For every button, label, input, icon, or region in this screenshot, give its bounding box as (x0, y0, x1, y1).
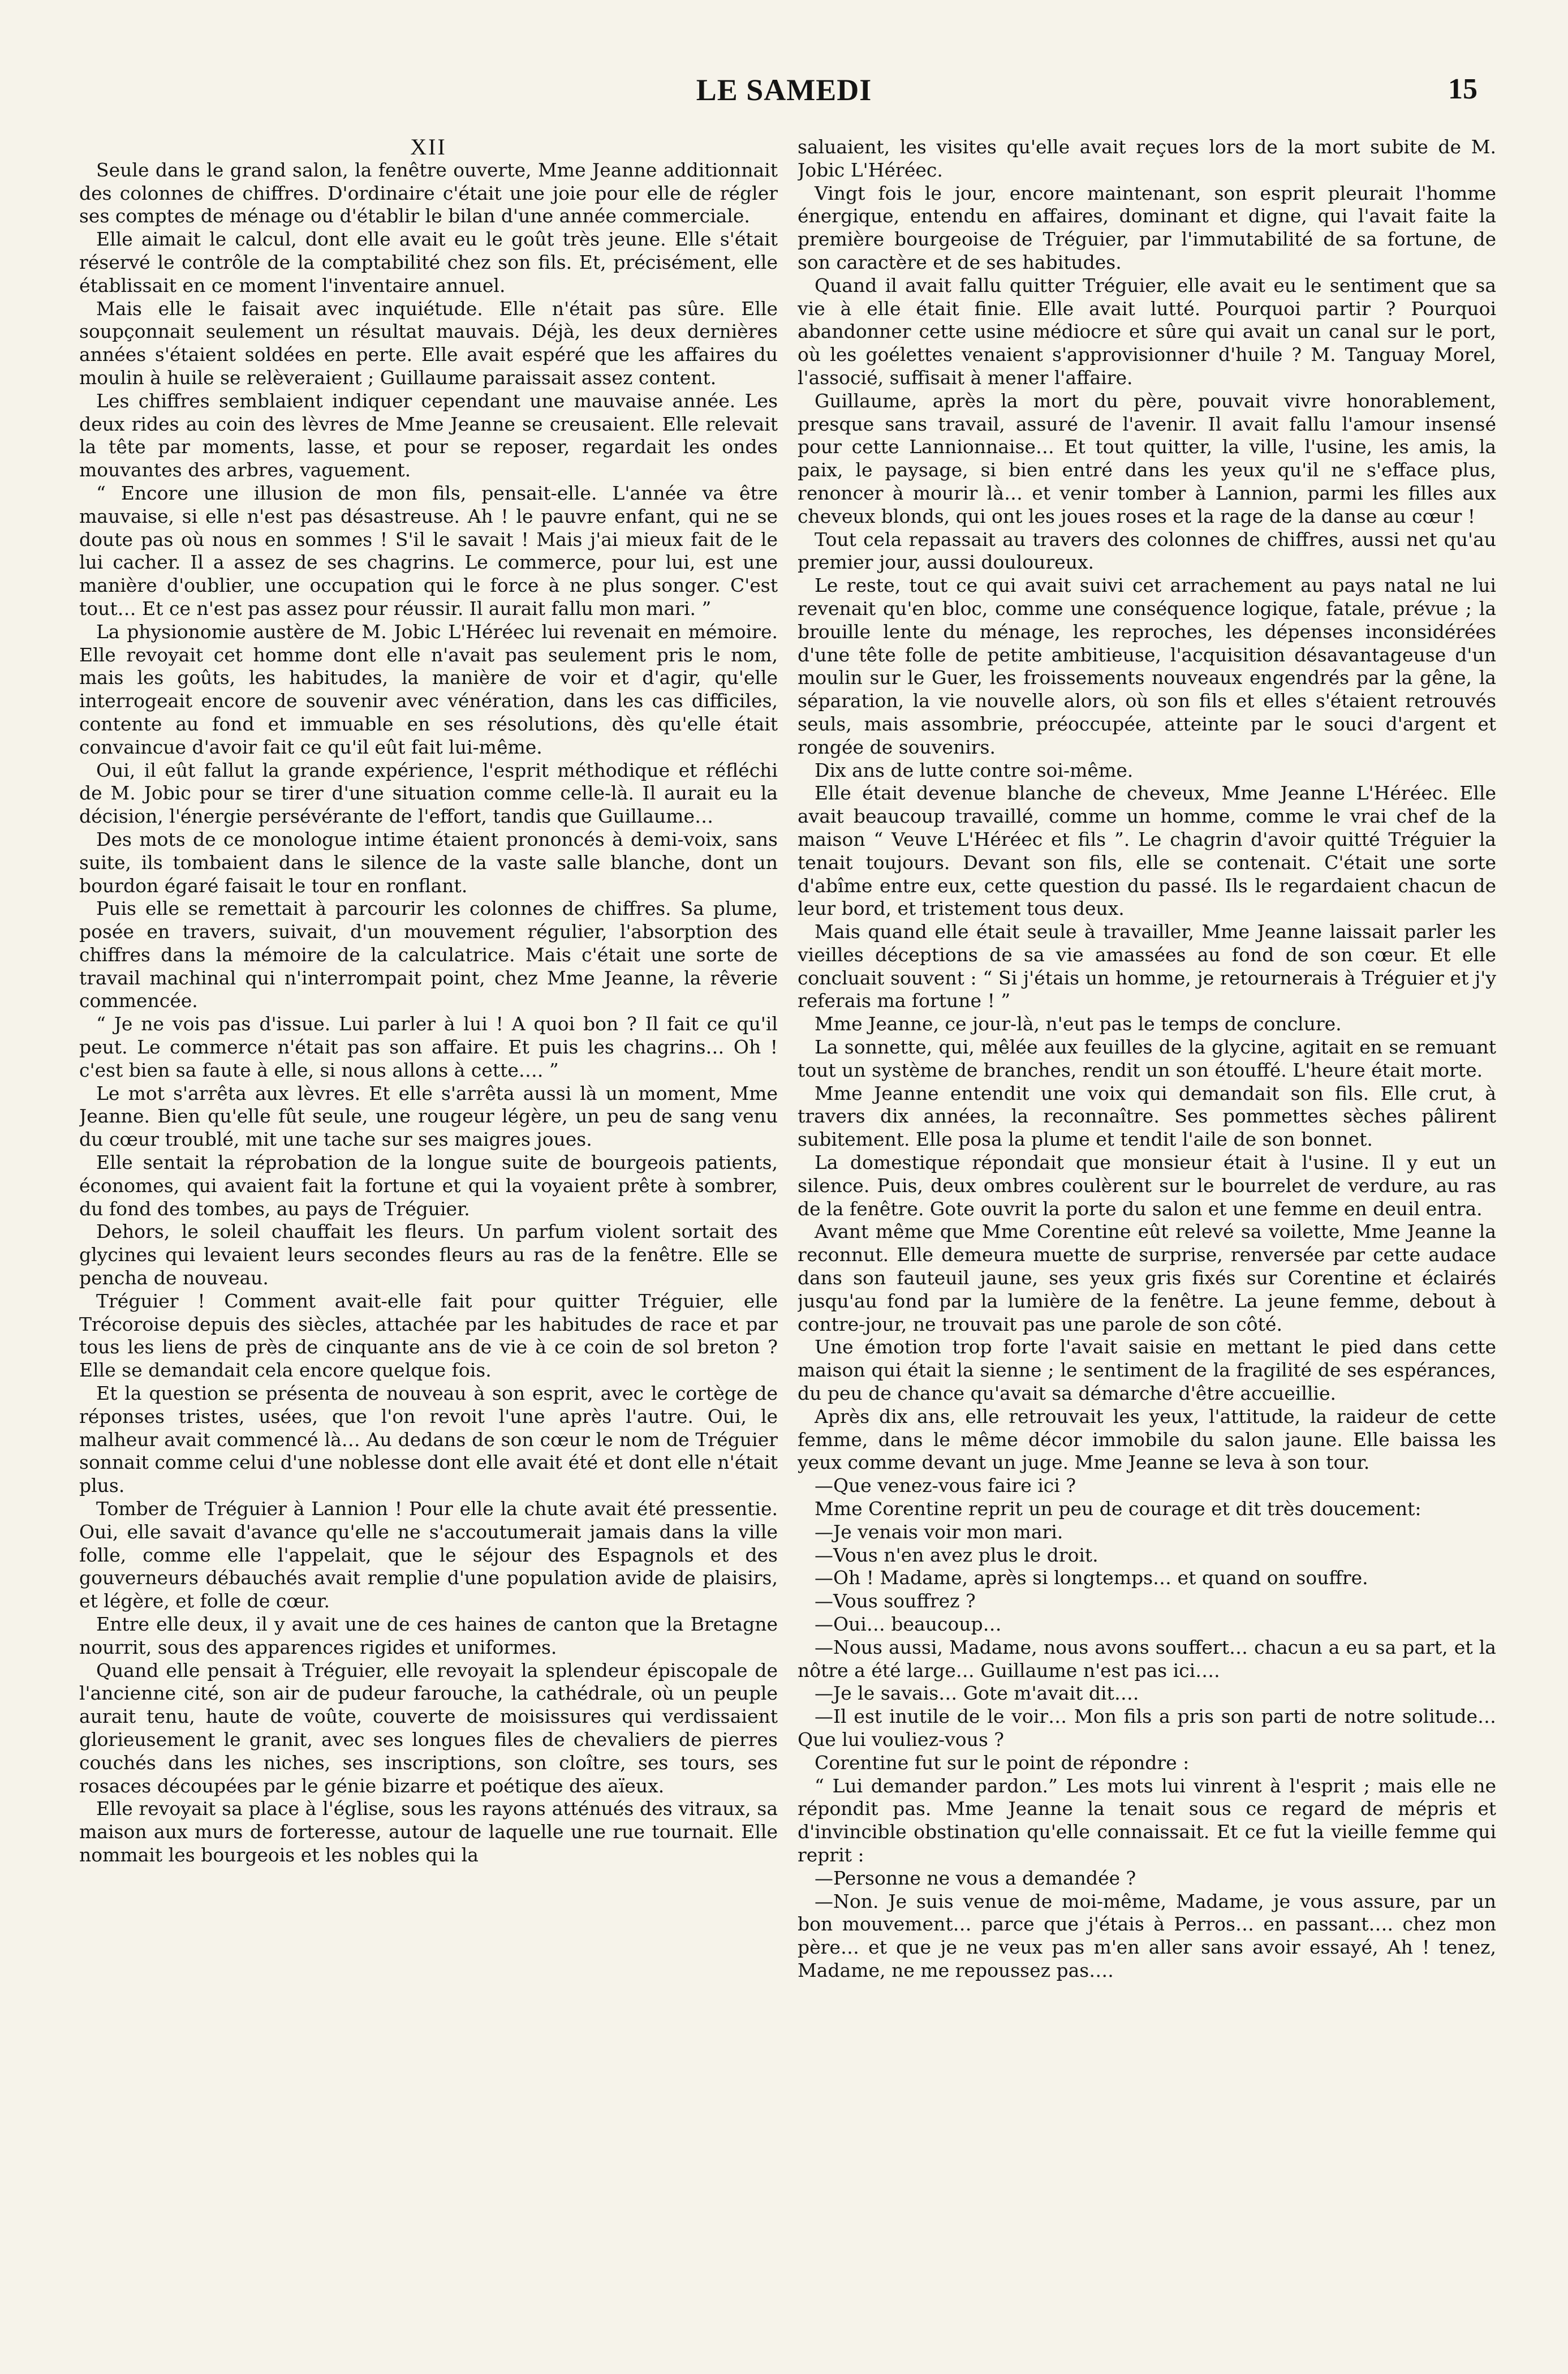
paragraph: —Que venez-vous faire ici ? (815, 1474, 1076, 1497)
chapter-heading: XII (410, 136, 447, 160)
paragraph: Mais elle le faisait avec inquiétude. Elle n'était pas sûre. Elle soupçonnait seulement un résultat mauvais. Déjà, les deux dernières années s'étaient soldées en perte. Elle avait espéré que les affaires du moulin à huile se relèveraient ; Guillaume paraissait assez content. (79, 297, 778, 389)
paragraph: Seule dans le grand salon, la fenêtre ouverte, Mme Jeanne additionnait des colonnes de chiffres. D'ordinaire c'était une joie pour elle de régler ses comptes de ménage ou d'établir le bilan d'une année commerciale. (79, 158, 778, 227)
paragraph: Quand elle pensait à Tréguier, elle revoyait la splendeur épiscopale de l'ancienne cité, son air de pudeur farouche, la cathédrale, où un peuple aurait tenu, haute de voûte, couverte de moisissures qui verdissaient glorieusement le granit, avec ses longues files de chevaliers de pierres couchés dans les niches, ses inscriptions, son cloître, ses tours, ses rosaces découpées par le génie bizarre et poétique des aïeux. (79, 1659, 778, 1797)
paragraph: Les chiffres semblaient indiquer cependant une mauvaise année. Les deux rides au coin des lèvres de Mme Jeanne se creusaient. Elle relevait la tête par moments, lasse, et pour se reposer, regardait les ondes mouvantes des arbres, vaguement. (79, 389, 778, 481)
paragraph: Mme Jeanne entendit une voix qui demandait son fils. Elle crut, à travers dix années, la reconnaître. Ses pommettes sèches pâlirent subitement. Elle posa la plume et tendit l'aile de son bonnet. (798, 1082, 1496, 1151)
paragraph: —Je le savais… Gote m'avait dit…. (815, 1682, 1139, 1705)
paragraph: Le reste, tout ce qui avait suivi cet arrachement au pays natal ne lui revenait qu'en bloc, comme une conséquence logique, fatale, prévue ; la brouille lente du ménage, les reproches, les dépenses inconsidérées d'une tête folle de petite ambitieuse, l'acquisition désavantageuse d'un moulin sur le Guer, les froissements nouveaux engendrés par la gêne, la séparation, la vie nouvelle alors, où son fils et elles s'étaient retrouvés seuls, mais assombrie, préoccupée, atteinte par le souci d'argent et rongée de souvenirs. (798, 574, 1496, 758)
paragraph: Mais quand elle était seule à travailler, Mme Jeanne laissait parler les vieilles déceptions de sa vie amassées au fond de son cœur. Et elle concluait souvent : “ Si j'étais un homme, je retournerais à Tréguier et j'y referais ma fortune ! ” (798, 921, 1496, 1012)
paragraph: Corentine fut sur le point de répondre : (815, 1751, 1190, 1774)
paragraph: Mme Corentine reprit un peu de courage et dit très doucement: (815, 1498, 1421, 1520)
paragraph: Elle sentait la réprobation de la longue suite de bourgeois patients, économes, qui avaient fait la fortune et qui la voyaient prête à sombrer, du fond des tombes, au pays de Tréguier. (79, 1151, 778, 1220)
paragraph: Entre elle deux, il y avait une de ces haines de canton que la Bretagne nourrit, sous des apparences rigides et uniformes. (79, 1613, 778, 1658)
paragraph: —Il est inutile de le voir… Mon fils a pris son parti de notre solitude… Que lui vouliez-vous ? (798, 1705, 1496, 1751)
paragraph: Puis elle se remettait à parcourir les colonnes de chiffres. Sa plume, posée en travers, suivait, d'un mouvement régulier, l'absorption des chiffres dans la mémoire de la calculatrice. Mais c'était une sorte de travail machinal qui n'interrompait point, chez Mme Jeanne, la rêverie commencée. (79, 897, 778, 1012)
paragraph: Vingt fois le jour, encore maintenant, son esprit pleurait l'homme énergique, entendu en affaires, dominant et digne, qui l'avait faite la première bourgeoise de Tréguier, par l'immutabilité de sa fortune, de son caractère et de ses habitudes. (798, 182, 1496, 273)
right-column-text (798, 136, 1496, 1982)
paragraph: Après dix ans, elle retrouvait les yeux, l'attitude, la raideur de cette femme, dans le même décor immobile du salon jaune. Elle baissa les yeux comme devant un juge. Mme Jeanne se leva à son tour. (798, 1405, 1496, 1474)
paragraph: Tomber de Tréguier à Lannion ! Pour elle la chute avait été pressentie. Oui, elle savait d'avance qu'elle ne s'accoutumerait jamais dans la ville folle, comme elle l'appelait, que le séjour des Espagnols et des gouverneurs débauchés avait remplie d'une population avide de plaisirs, et légère, et folle de cœur. (79, 1498, 778, 1612)
paragraph: Mme Jeanne, ce jour-là, n'eut pas le temps de conclure. (815, 1013, 1342, 1035)
paragraph: La physionomie austère de M. Jobic L'Héréec lui revenait en mémoire. Elle revoyait cet homme dont elle n'avait pas seulement pris le nom, mais les goûts, les habitudes, la manière de voir et d'agir, qu'elle interrogeait encore de souvenir avec vénération, dans les cas difficiles, contente au fond et immuable en ses résolutions, dès qu'elle était convaincue d'avoir fait ce qu'il eût fait lui-même. (79, 620, 778, 758)
paragraph: La domestique répondait que monsieur était à l'usine. Il y eut un silence. Puis, deux ombres coulèrent sur le bourrelet de verdure, au ras de la fenêtre. Gote ouvrit la porte du salon et une femme en deuil entra. (798, 1151, 1496, 1220)
paragraph: Dehors, le soleil chauffait les fleurs. Un parfum violent sortait des glycines qui levaient leurs secondes fleurs au ras de la fenêtre. Elle se pencha de nouveau. (79, 1220, 778, 1289)
page-header (0, 72, 1568, 112)
paragraph: “ Encore une illusion de mon fils, pensait-elle. L'année va être mauvaise, si elle n'est pas désastreuse. Ah ! le pauvre enfant, qui ne se doute pas où nous en sommes ! S'il le savait ! Mais j'ai mieux fait de le lui cacher. Il a assez de ses chagrins. Le commerce, pour lui, est une manière d'oublier, une occupation qui le force à ne plus songer. C'est tout… Et ce n'est pas assez pour réussir. Il aurait fallu mon mari. ” (79, 481, 778, 620)
paragraph: Avant même que Mme Corentine eût relevé sa voilette, Mme Jeanne la reconnut. Elle demeura muette de surprise, renversée par cette audace dans son fauteuil jaune, ses yeux gris fixés sur Corentine et éclairés jusqu'au fond par la lumière de la fenêtre. La jeune femme, debout à contre-jour, ne trouvait pas une parole de son côté. (798, 1220, 1496, 1335)
paragraph: Oui, il eût fallut la grande expérience, l'esprit méthodique et réfléchi de M. Jobic pour se tirer d'une situation comme celle-là. Il aurait eu la décision, l'énergie persévérante de l'effort, tandis que Guillaume… (79, 759, 778, 828)
paragraph: —Vous n'en avez plus le droit. (815, 1543, 1099, 1566)
paragraph: Et la question se présenta de nouveau à son esprit, avec le cortège de réponses tristes, usées, que l'on revoit l'une après l'autre. Oui, le malheur avait commencé là… Au dedans de son cœur le nom de Tréguier sonnait comme celui d'une noblesse dont elle avait été et dont elle n'était plus. (79, 1382, 778, 1497)
paragraph: —Vous souffrez ? (815, 1590, 976, 1612)
paragraph: —Je venais voir mon mari. (815, 1520, 1063, 1543)
paragraph: —Oui… beaucoup… (815, 1613, 1002, 1635)
page-number: 15 (1448, 73, 1477, 105)
paragraph: Tout cela repassait au travers des colonnes de chiffres, aussi net qu'au premier jour, aussi douloureux. (798, 528, 1496, 574)
paragraph: Tréguier ! Comment avait-elle fait pour quitter Tréguier, elle Trécoroise depuis des siècles, attachée par les habitudes de race et par tous les liens de près de cinquante ans de vie à ce coin de sol breton ? Elle se demandait cela encore quelque fois. (79, 1289, 778, 1382)
paragraph: saluaient, les visites qu'elle avait reçues lors de la mort subite de M. Jobic L'Héréec. (798, 136, 1496, 181)
paragraph: La sonnette, qui, mêlée aux feuilles de la glycine, agitait en se remuant tout un système de branches, rendit un son étouffé. L'heure était morte. (798, 1036, 1496, 1081)
publication-title: LE SAMEDI (696, 73, 872, 107)
paragraph: Quand il avait fallu quitter Tréguier, elle avait eu le sentiment que sa vie à elle était finie. Elle avait lutté. Pourquoi partir ? Pourquoi abandonner cette usine médiocre et sûre qui avait un canal sur le port, où les goélettes venaient s'approvisionner d'huile ? M. Tanguay Morel, l'associé, suffisait à mener l'affaire. (798, 274, 1496, 389)
paragraph: —Non. Je suis venue de moi-même, Madame, je vous assure, par un bon mouvement… parce que j'étais à Perros… en passant…. chez mon père… et que je ne veux pas m'en aller sans avoir essayé, Ah ! tenez, Madame, ne me repoussez pas…. (798, 1890, 1496, 1981)
right-column (798, 136, 1496, 2331)
paragraph: Guillaume, après la mort du père, pouvait vivre honorablement, presque sans travail, assuré de l'avenir. Il avait fallu l'amour insensé pour cette Lannionnaise… Et tout quitter, la ville, l'usine, les amis, la paix, le paysage, si bien entré dans les yeux qu'il ne s'efface plus, renoncer à mourir là… et venir tomber à Lannion, parmi les filles aux cheveux blonds, qui ont les joues roses et la rage de la danse au cœur ! (798, 389, 1496, 527)
paragraph: Le mot s'arrêta aux lèvres. Et elle s'arrêta aussi là un moment, Mme Jeanne. Bien qu'elle fût seule, une rougeur légère, un peu de sang venu du cœur troublé, mit une tache sur ses maigres joues. (79, 1082, 778, 1151)
paragraph: —Oh ! Madame, après si longtemps… et quand on souffre. (815, 1567, 1368, 1589)
paragraph: —Personne ne vous a demandée ? (815, 1866, 1136, 1889)
paragraph: Elle aimait le calcul, dont elle avait eu le goût très jeune. Elle s'était réservé le contrôle de la comptabilité chez son fils. Et, précisément, elle établissait en ce moment l'inventaire annuel. (79, 228, 778, 296)
paragraph: “ Je ne vois pas d'issue. Lui parler à lui ! A quoi bon ? Il fait ce qu'il peut. Le commerce n'était pas son affaire. Et puis les chagrins… Oh ! c'est bien sa faute à elle, si nous allons à cette…. ” (79, 1013, 778, 1081)
paragraph: “ Lui demander pardon.” Les mots lui vinrent à l'esprit ; mais elle ne répondit pas. Mme Jeanne la tenait sous ce regard de mépris et d'invincible obstination qu'elle connaissait. Et ce fut la vieille femme qui reprit : (798, 1774, 1496, 1866)
paragraph: Une émotion trop forte l'avait saisie en mettant le pied dans cette maison qui était la sienne ; le sentiment de la fragilité de ses espérances, du peu de chance qu'avait sa démarche d'être accueillie. (798, 1336, 1496, 1405)
paragraph: Dix ans de lutte contre soi-même. (815, 759, 1134, 781)
paragraph: Elle revoyait sa place à l'église, sous les rayons atténués des vitraux, sa maison aux murs de forteresse, autour de laquelle une rue tournait. Elle nommait les bourgeois et les nobles qui la (79, 1797, 778, 1866)
paragraph: Elle était devenue blanche de cheveux, Mme Jeanne L'Héréec. Elle avait beaucoup travaillé, comme un homme, comme le vrai chef de la maison “ Veuve L'Héréec et fils ”. Le chagrin d'avoir quitté Tréguier la tenait toujours. Devant son fils, elle se contenait. C'était une sorte d'abîme entre eux, cette question du passé. Ils le regardaient chacun de leur bord, et tristement tous deux. (798, 782, 1496, 920)
paragraph: Des mots de ce monologue intime étaient prononcés à demi-voix, sans suite, ils tombaient dans le silence de la vaste salle blanche, dont un bourdon égaré faisait le tour en ronflant. (79, 828, 778, 897)
left-column-text (79, 159, 778, 1867)
left-column (79, 136, 778, 2331)
paragraph: —Nous aussi, Madame, nous avons souffert… chacun a eu sa part, et la nôtre a été large… Guillaume n'est pas ici…. (798, 1636, 1496, 1681)
